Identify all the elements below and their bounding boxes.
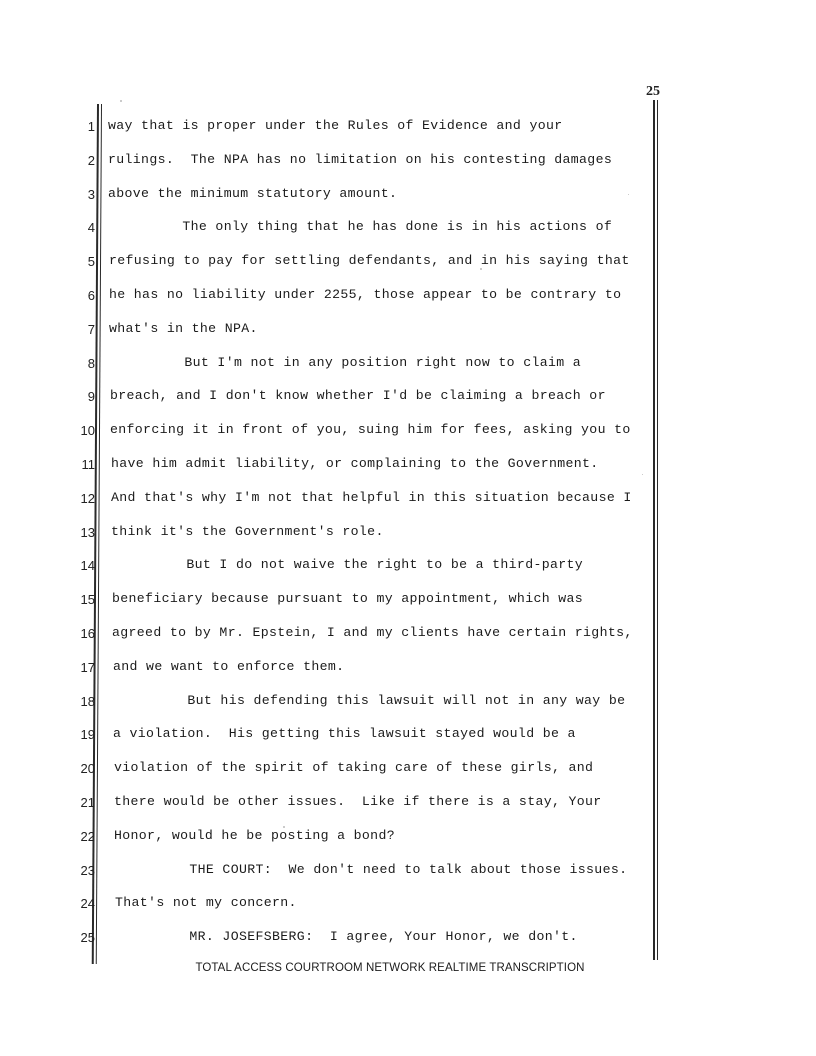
line-text: have him admit liability, or complaining to the Government. — [111, 455, 599, 471]
transcript-line — [0, 247, 816, 281]
line-text: But I'm not in any position right now to claim a — [110, 354, 582, 370]
line-text: Honor, would he be posting a bond? — [114, 827, 395, 843]
line-text: MR. JOSEFSBERG: I agree, Your Honor, we don't. — [115, 929, 578, 945]
line-number: 20 — [80, 761, 95, 777]
line-text: what's in the NPA. — [109, 320, 258, 336]
line-text: But I do not waive the right to be a third-party — [112, 557, 584, 573]
line-text: rulings. The NPA has no limitation on his contesting damages — [108, 151, 613, 167]
transcript-line — [0, 518, 816, 552]
transcript-line — [0, 382, 816, 416]
transcript-line — [0, 180, 816, 214]
line-number: 7 — [87, 321, 95, 337]
line-text: But his defending this lawsuit will not in any way be — [113, 692, 626, 708]
line-text: agreed to by Mr. Epstein, I and my clients have certain rights, — [112, 624, 633, 640]
line-number: 5 — [87, 254, 95, 270]
line-number: 25 — [80, 930, 95, 946]
transcript-line — [0, 687, 816, 721]
line-number: 15 — [80, 592, 95, 608]
transcript-line — [0, 788, 816, 822]
scan-speck — [480, 268, 482, 270]
transcript-line — [0, 112, 816, 146]
line-number: 9 — [87, 389, 95, 405]
transcript-line — [0, 856, 816, 890]
transcript-line — [0, 416, 816, 450]
transcript-line — [0, 619, 816, 653]
line-text: there would be other issues. Like if there is a stay, Your — [114, 793, 602, 809]
line-text: he has no liability under 2255, those appear to be contrary to — [109, 286, 622, 302]
line-number: 1 — [87, 119, 95, 134]
line-text: above the minimum statutory amount. — [108, 185, 398, 201]
line-number: 16 — [80, 625, 95, 641]
line-number: 21 — [80, 794, 95, 810]
transcript-line — [0, 720, 816, 754]
transcript-lines — [0, 112, 816, 957]
transcript-line — [0, 349, 816, 383]
line-number: 22 — [80, 828, 95, 844]
page-number: 25 — [646, 84, 660, 99]
line-text: enforcing it in front of you, suing him for fees, asking you to — [110, 422, 631, 438]
transcript-line — [0, 889, 816, 923]
line-number: 17 — [80, 659, 95, 675]
scan-speck — [642, 474, 643, 475]
scan-speck — [283, 826, 285, 828]
page-footer: TOTAL ACCESS COURTROOM NETWORK REALTIME TRANSCRIPTION — [195, 962, 585, 974]
line-number: 11 — [81, 456, 95, 472]
line-number: 14 — [80, 558, 95, 574]
transcript-line — [0, 484, 816, 518]
transcript-line — [0, 822, 816, 856]
transcript-line — [0, 923, 816, 957]
line-number: 24 — [80, 896, 95, 912]
line-number: 4 — [87, 220, 95, 236]
line-text: violation of the spirit of taking care of these girls, and — [114, 760, 594, 776]
scan-speck — [120, 100, 122, 102]
line-text: way that is proper under the Rules of Evidence and your — [108, 118, 563, 133]
line-text: and we want to enforce them. — [113, 658, 345, 674]
transcript-line — [0, 754, 816, 788]
line-number: 23 — [80, 862, 95, 878]
line-text: That's not my concern. — [115, 895, 297, 911]
line-text: breach, and I don't know whether I'd be claiming a breach or — [110, 388, 606, 404]
transcript-line — [0, 213, 816, 247]
line-number: 12 — [80, 490, 95, 506]
line-number: 3 — [87, 186, 95, 202]
line-text: think it's the Government's role. — [111, 523, 384, 539]
line-text: And that's why I'm not that helpful in this situation because I — [111, 489, 632, 505]
line-number: 13 — [80, 524, 95, 540]
line-number: 2 — [87, 152, 95, 168]
line-number: 18 — [80, 693, 95, 709]
line-number: 19 — [80, 727, 95, 743]
transcript-line — [0, 281, 816, 315]
line-number: 8 — [87, 355, 95, 371]
line-number: 6 — [87, 287, 95, 303]
transcript-line — [0, 551, 816, 585]
line-text: THE COURT: We don't need to talk about those issues. — [115, 861, 628, 877]
line-number: 10 — [80, 423, 95, 439]
transcript-line — [0, 653, 816, 687]
scan-speck — [628, 194, 629, 195]
line-text: refusing to pay for settling defendants, and in his saying that — [109, 253, 630, 269]
transcript-line — [0, 450, 816, 484]
line-text: The only thing that he has done is in his actions of — [108, 219, 613, 235]
transcript-line — [0, 315, 816, 349]
line-text: beneficiary because pursuant to my appointment, which was — [112, 591, 584, 607]
transcript-line — [0, 146, 816, 180]
transcript-line — [0, 585, 816, 619]
line-text: a violation. His getting this lawsuit stayed would be a — [113, 726, 576, 742]
